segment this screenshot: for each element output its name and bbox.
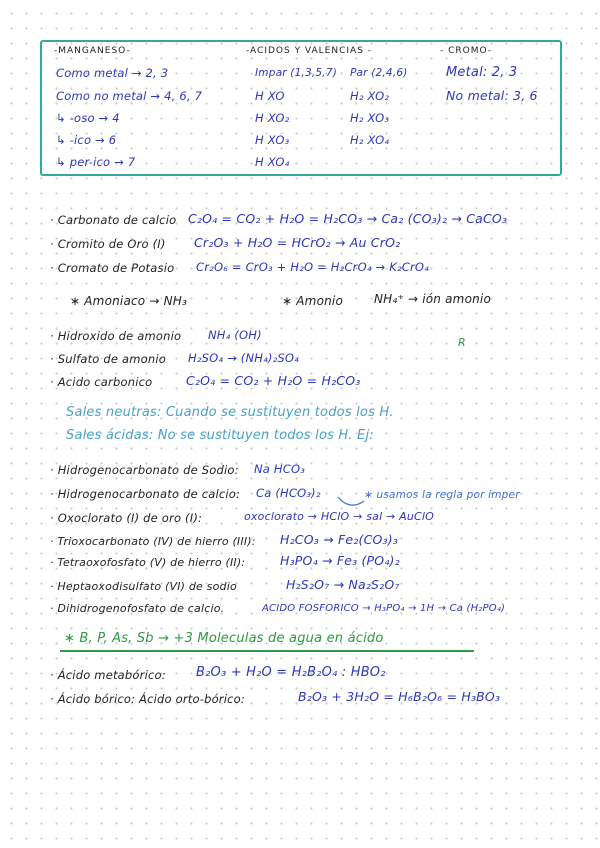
line-label: · Sulfato de amonio bbox=[50, 352, 167, 366]
impar-label: Impar (1,3,5,7) bbox=[255, 67, 338, 79]
example-formula: Na HCO₃ bbox=[254, 462, 306, 476]
cromo-row: Metal: 2, 3 bbox=[446, 65, 518, 80]
note-arrow-icon bbox=[336, 495, 366, 509]
manganeso-row: ↳ per-ico → 7 bbox=[56, 155, 136, 169]
line-formula: C₂O₄ = CO₂ + H₂O = H₂CO₃ bbox=[186, 373, 361, 388]
rule-underline bbox=[60, 650, 474, 652]
acidos-title: -ACIDOS Y VALENCIAS - bbox=[246, 46, 373, 56]
line-label: · Hidroxido de amonio bbox=[50, 329, 182, 343]
example-label: · Tetraoxofosfato (V) de hierro (II): bbox=[50, 556, 246, 569]
cromo-title: - CROMO- bbox=[440, 46, 493, 56]
par-label: Par (2,4,6) bbox=[350, 67, 408, 79]
line-label: · Carbonato de calcio bbox=[50, 213, 177, 227]
final-formula: B₂O₃ + H₂O = H₂B₂O₄ : HBO₂ bbox=[196, 665, 386, 680]
example-label: · Oxoclorato (I) de oro (I): bbox=[50, 511, 203, 525]
impar-formula: H XO₂ bbox=[255, 111, 290, 125]
line-label: · Acido carbonico bbox=[50, 375, 153, 389]
amoniaco: ∗ Amoniaco → NH₃ bbox=[70, 294, 188, 308]
sales-neutras: Sales neutras: Cuando se sustituyen todos los H. bbox=[66, 405, 394, 420]
line-label: · Cromato de Potasio bbox=[50, 261, 175, 275]
example-formula: ACIDO FOSFORICO → H₃PO₄ → 1H → Ca (H₂PO₄) bbox=[262, 603, 506, 614]
line-formula: H₂SO₄ → (NH₄)₂SO₄ bbox=[188, 351, 299, 365]
example-formula: oxoclorato → HClO → sal → AuClO bbox=[244, 510, 435, 523]
manganeso-row: ↳ -ico → 6 bbox=[56, 133, 117, 147]
example-formula: H₃PO₄ → Fe₃ (PO₄)₂ bbox=[280, 553, 400, 568]
sales-acidas: Sales ácidas: No se sustituyen todos los H. Ej: bbox=[66, 428, 374, 443]
line-formula: Cr₂O₃ + H₂O = HCrO₂ → Au CrO₂ bbox=[194, 235, 401, 250]
example-label: · Trioxocarbonato (IV) de hierro (III): bbox=[50, 535, 256, 548]
line-formula: C₂O₄ = CO₂ + H₂O = H₂CO₃ → Ca₂ (CO₃)₂ → CaCO₃ bbox=[188, 211, 508, 226]
manganeso-row: Como metal → 2, 3 bbox=[56, 66, 169, 80]
cromo-row: No metal: 3, 6 bbox=[446, 88, 538, 103]
par-formula: H₂ XO₄ bbox=[350, 133, 390, 147]
amonio-formula: NH₄⁺ → ión amonio bbox=[374, 292, 491, 306]
amonio: ∗ Amonio bbox=[282, 294, 343, 308]
example-formula: H₂CO₃ → Fe₂(CO₃)₃ bbox=[280, 532, 399, 547]
example-label: · Heptaoxodisulfato (VI) de sodio bbox=[50, 580, 237, 593]
line-label: · Cromito de Oro (I) bbox=[50, 237, 166, 251]
line-formula: Cr₂O₆ = CrO₃ + H₂O = H₂CrO₄ → K₂CrO₄ bbox=[196, 260, 429, 274]
impar-formula: H XO₄ bbox=[255, 155, 290, 169]
impar-formula: H XO bbox=[255, 89, 285, 103]
manganeso-title: -MANGANESO- bbox=[54, 46, 131, 56]
example-label: · Hidrogenocarbonato de calcio: bbox=[50, 487, 241, 501]
regla-note: ∗ usamos la regla por imper bbox=[364, 489, 520, 501]
par-formula: H₂ XO₃ bbox=[350, 111, 390, 125]
manganeso-row: ↳ -oso → 4 bbox=[56, 111, 120, 125]
final-label: · Ácido metabórico: bbox=[50, 668, 166, 682]
line-formula: NH₄ (OH) bbox=[208, 328, 262, 342]
boron-rule: ∗ B, P, As, Sb → +3 Moleculas de agua en ácido bbox=[64, 631, 384, 646]
final-label: · Ácido bórico: Ácido orto-bórico: bbox=[50, 692, 245, 706]
par-formula: H₂ XO₂ bbox=[350, 89, 390, 103]
example-formula: Ca (HCO₃)₂ bbox=[256, 486, 321, 500]
manganeso-row: Como no metal → 4, 6, 7 bbox=[56, 89, 203, 103]
example-label: · Hidrogenocarbonato de Sodio: bbox=[50, 463, 239, 477]
impar-formula: H XO₃ bbox=[255, 133, 290, 147]
final-formula: B₂O₃ + 3H₂O = H₆B₂O₆ = H₃BO₃ bbox=[298, 689, 501, 704]
example-label: · Dihidrogenofosfato de calcio. bbox=[50, 602, 225, 615]
stray-mark: R bbox=[458, 336, 466, 349]
example-formula: H₂S₂O₇ → Na₂S₂O₇ bbox=[286, 577, 400, 592]
